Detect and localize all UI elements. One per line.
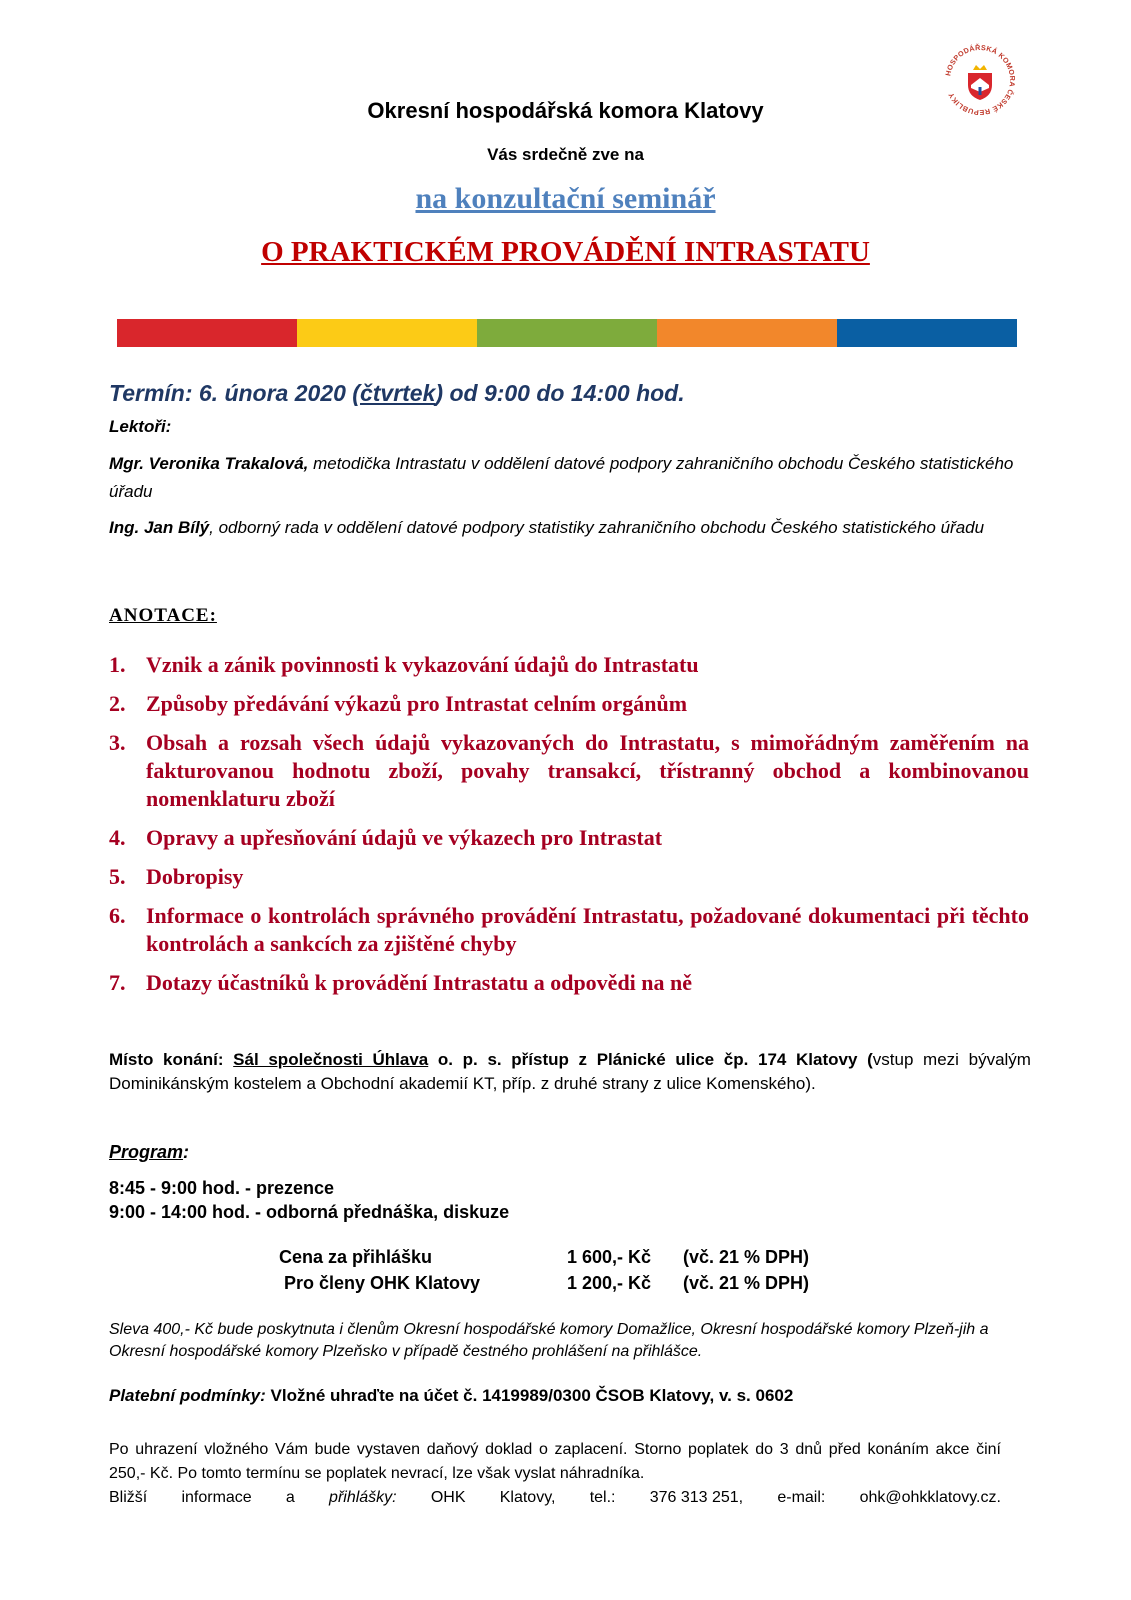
payment-value: Vložné uhraďte na účet č. 1419989/0300 ČSOB Klatovy, v. s. 0602 [265, 1386, 794, 1405]
lecturer-2-name: Ing. Jan Bílý [109, 518, 210, 537]
seminar-subtitle: na konzultační seminář [415, 182, 716, 215]
list-item-number: 6. [109, 903, 126, 928]
program-label-text: Program [109, 1142, 184, 1162]
term-day: (čtvrtek [352, 380, 436, 406]
list-item [109, 824, 1029, 852]
discount-note: Sleva 400,- Kč bude poskytnuta i členům Okresní hospodářské komory Domažlice, Okresní hospodářské komory Plzeň-jih a Okresní hospodářské komory Plzeňsko v případě čestného prohlášení na přihlášce. [109, 1321, 989, 1360]
seminar-title: O PRAKTICKÉM PROVÁDĚNÍ INTRASTATU [261, 236, 870, 268]
table-row [279, 1247, 809, 1273]
list-item [109, 902, 1029, 958]
price-vat: (vč. 21 % DPH) [683, 1247, 810, 1267]
annotation-label: ANOTACE: [109, 605, 217, 626]
event-term [109, 380, 685, 407]
price-table [279, 1247, 809, 1299]
logo-ring-text: HOSPODÁŘSKÁ KOMORA ČESKÉ REPUBLIKY [943, 42, 1018, 118]
list-item [109, 969, 1029, 997]
lecturer-2-desc: , odborný rada v oddělení datové podpory statistiky zahraničního obchodu Českého statistického úřadu [209, 518, 985, 537]
term-suffix: ) od 9:00 do 14:00 hod. [435, 380, 685, 406]
annotation-list [109, 640, 1029, 997]
contact-word: Klatovy, [499, 1489, 556, 1506]
table-row [279, 1273, 809, 1299]
lecturers-label: Lektoři: [109, 417, 172, 436]
list-item [109, 690, 1029, 718]
list-item-text: Obsah a rozsah všech údajů vykazovaných do Intrastatu, s mimořádným zaměřením na fakturovanou hodnotu zboží, povahy transakcí, třístranný obchod a kombinovanou nomenklaturu zboží [146, 730, 1029, 811]
contact-word: OHK [430, 1489, 466, 1506]
contact-word: tel.: [589, 1489, 616, 1506]
price-label: Cena za přihlášku [279, 1247, 433, 1267]
list-item-number: 1. [109, 652, 126, 677]
venue-paragraph [109, 1048, 1031, 1096]
lecturer-2 [109, 514, 1014, 542]
contact-word: Bližší [109, 1489, 148, 1506]
list-item [109, 863, 1029, 891]
price-amount: 1 600,- Kč [567, 1247, 652, 1267]
organization-name: Okresní hospodářská komora Klatovy [367, 98, 764, 123]
program-label [109, 1142, 189, 1163]
list-item-text: Opravy a upřesňování údajů ve výkazech pro Intrastat [146, 825, 663, 850]
program-label-colon: : [183, 1142, 190, 1162]
list-item-number: 7. [109, 970, 126, 995]
price-label: Pro členy OHK Klatovy [279, 1273, 481, 1293]
list-item-number: 3. [109, 730, 126, 755]
contact-word: e-mail: [777, 1489, 826, 1506]
chamber-emblem-icon [968, 65, 992, 100]
lecturer-1-name: Mgr. Veronika Trakalová, [109, 454, 309, 473]
contact-word: a [285, 1489, 295, 1506]
stripe-green [477, 319, 657, 347]
lecturer-1 [109, 450, 1014, 506]
list-item-text: Dobropisy [146, 864, 244, 889]
list-item [109, 651, 1029, 679]
price-vat: (vč. 21 % DPH) [683, 1273, 810, 1293]
venue-address: o. p. s. přístup z Plánické ulice čp. 174 Klatovy ( [428, 1050, 873, 1069]
price-amount: 1 200,- Kč [567, 1273, 652, 1293]
venue-directions: vstup mezi bývalým Dominikánským kostelem a Obchodní akademií KT, příp. z druhé strany z ulice Komenského). [109, 1050, 1031, 1093]
venue-name: Sál společnosti Úhlava [233, 1050, 429, 1069]
contact-phone: 376 313 251, [649, 1489, 744, 1506]
color-stripe [117, 319, 1017, 347]
list-item-text: Způsoby předávání výkazů pro Intrastat celním orgánům [146, 691, 688, 716]
program-item: 8:45 - 9:00 hod. - prezence [109, 1178, 335, 1198]
payment-terms [109, 1386, 793, 1406]
contact-email[interactable]: ohk@ohkklatovy.cz. [859, 1489, 1001, 1506]
program-item: 9:00 - 14:00 hod. - odborná přednáška, diskuze [109, 1202, 510, 1222]
payment-label: Platební podmínky: [109, 1386, 266, 1405]
list-item-number: 5. [109, 864, 126, 889]
stripe-blue [837, 319, 1017, 347]
lecturer-1-desc: metodička Intrastatu v oddělení datové podpory zahraničního obchodu Českého statistického úřadu [109, 454, 1014, 501]
term-prefix: Termín: 6. února 2020 [109, 380, 353, 406]
list-item-number: 2. [109, 691, 126, 716]
stripe-orange [657, 319, 837, 347]
final-paragraph [109, 1438, 1001, 1510]
list-item [109, 729, 1029, 813]
contact-word: přihlášky: [329, 1489, 397, 1506]
stripe-red [117, 319, 297, 347]
final-text: Po uhrazení vložného Vám bude vystaven daňový doklad o zaplacení. Storno poplatek do 3 dnů před konáním akce činí 250,- Kč. Po tomto termínu se poplatek nevrací, lze však vyslat náhradníka. [109, 1441, 1001, 1482]
stripe-yellow [297, 319, 477, 347]
invite-line: Vás srdečně zve na [487, 145, 644, 164]
contact-line [109, 1486, 1001, 1510]
venue-label: Místo konání: [109, 1050, 224, 1069]
list-item-text: Vznik a zánik povinnosti k vykazování údajů do Intrastatu [146, 652, 699, 677]
list-item-text: Informace o kontrolách správného provádění Intrastatu, požadované dokumentaci při těchto kontrolách a sankcích za zjištěné chyby [146, 903, 1029, 956]
list-item-number: 4. [109, 825, 126, 850]
list-item-text: Dotazy účastníků k provádění Intrastatu a odpovědi na ně [146, 970, 693, 995]
contact-word: informace [181, 1489, 252, 1506]
